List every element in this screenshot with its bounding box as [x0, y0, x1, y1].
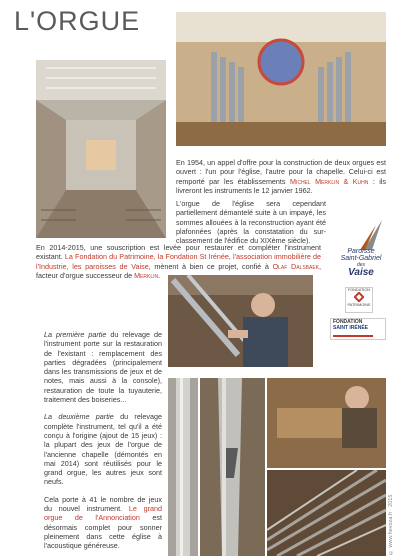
pipe-detail-image: [168, 378, 198, 556]
workshop-image: [267, 378, 386, 468]
fsi-line1: FONDATION: [333, 319, 363, 325]
organ-builder-name: Olaf Dalsbaek: [272, 261, 319, 271]
paroisse-logo-icon: [354, 220, 384, 250]
craftsman-photo: [168, 275, 313, 367]
pipes-pile-photo: [267, 470, 386, 556]
left-column-text: [44, 330, 162, 555]
craftsman-image: [168, 275, 313, 367]
paroisse-line2: Saint-Gabriel: [340, 255, 382, 262]
organ-photo: [176, 12, 386, 146]
paragraph-5: La deuxième partie du relevage complète l'instrument, tel qu'il a été conçu à l'origine (ajout de 15 jeux) : la plupart des jeux de l'orgue de l'ancienne chapelle (démontés en mai 2014) sont réutilisés pour le grand orgue, les autres jeux sont neufs.: [44, 412, 162, 487]
paragraph-2: L'orgue de l'église sera cependant partiellement démantelé suite à un impayé, les sommes allouées à la reconstruction ayant été plafonnées (après la constatation du sur-classement de l'édifice du XIXème siècle).: [176, 199, 326, 246]
fondation-saint-irenee-logo: [330, 318, 386, 340]
fondation-patrimoine-icon: [354, 292, 364, 302]
grand-orgue-highlight: Le grand orgue de l'Annonciation: [44, 504, 163, 523]
paroisse-line3: des: [356, 262, 366, 268]
paragraph-1: En 1954, un appel d'offre pour la construction de deux orgues est ouvert : l'un pour l'église, l'autre pour la chapelle. Celui-ci est remporté par les établissements Michel Merklin & Kuhn : ils livreront les instruments le 12 janvier 1962.: [176, 158, 387, 195]
firm-name: Michel Merklin & Kuhn: [289, 176, 369, 186]
fp-line1: FONDATION: [347, 288, 371, 292]
pipes-pile-image: [267, 470, 386, 556]
fsi-line2: SAINT IRÉNÉE: [333, 325, 369, 331]
pipe-mouth-photo: [200, 378, 265, 556]
paroisse-line1: Paroisse: [347, 248, 375, 255]
sponsors-highlight: La Fondation du Patrimoine, la Fondation St Irénée, l'association immobilière de l'Industrie, les paroisses de Vaise: [36, 252, 321, 271]
paragraph-3: En 2014-2015, une souscription est levée pour restaurer et compléter l'instrument existant. La Fondation du Patrimoine, la Fondation St Irénée, l'association immobilière de l'Industrie, les paroisses de Vaise, mènent à bien ce projet, confié à Olaf Dalsbaek, facteur d'orgue successeur de Merklin.: [36, 243, 321, 280]
workshop-photo: [267, 378, 386, 468]
fondation-patrimoine-logo: [345, 287, 373, 313]
paragraph-4: La première partie du relevage de l'instrument porte sur la restauration de l'existant : remplacement des parties dégradées (principalement dans les transmissions de jeux et de notes, mais aussi à la console), restauration de toute la tuyauterie, traitement des boiseries...: [44, 330, 162, 405]
church-interior-image: [36, 60, 166, 238]
page-title: L'ORGUE: [14, 6, 141, 36]
fsi-underline: [333, 335, 373, 337]
fp-line3: PATRIMOINE: [347, 303, 371, 308]
church-interior-photo: [36, 60, 166, 238]
organ-image: [176, 12, 386, 146]
merklin-name: Merklin: [134, 270, 159, 280]
paragraph-6: Cela porte à 41 le nombre de jeux du nouvel instrument. Le grand orgue de l'Annonciation est désormais complet pour sonner pleinement dans cette église à l'acoustique généreuse.: [44, 494, 163, 551]
pipe-detail-photo: [168, 378, 198, 556]
pipe-mouth-image: [200, 378, 265, 556]
side-credit: © www.hevoza.fr · 2015: [388, 494, 394, 555]
paroisse-logo: [330, 220, 392, 276]
paroisse-line4: Vaise: [348, 267, 374, 278]
